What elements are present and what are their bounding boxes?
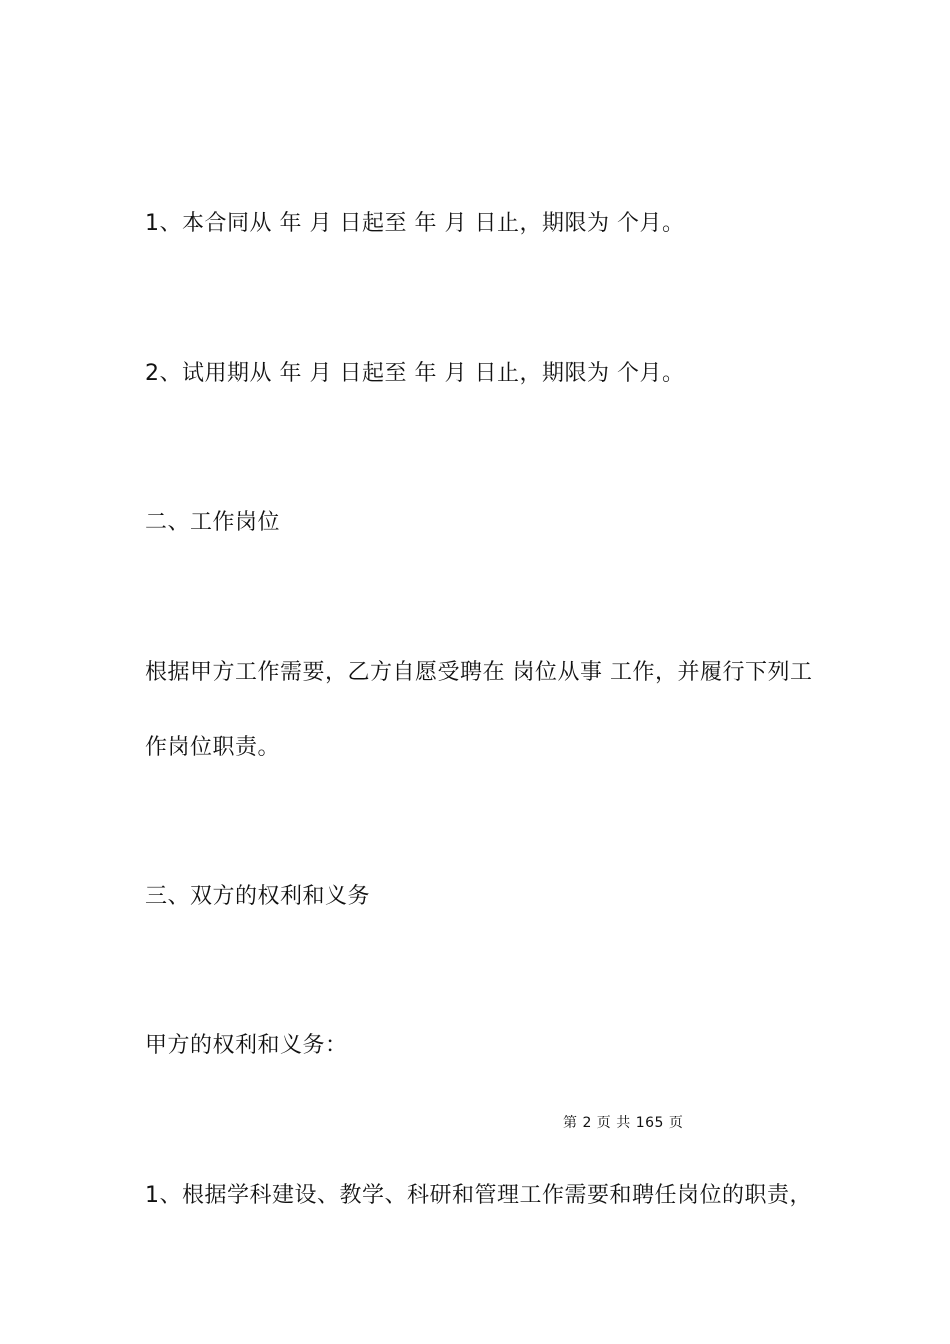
- probation-term-line: 2、试用期从 年 月 日起至 年 月 日止，期限为 个月。: [145, 361, 685, 386]
- section-heading-job-position: 二、工作岗位: [145, 510, 281, 535]
- paragraph-line: 根据甲方工作需要，乙方自愿受聘在 岗位从事 工作，并履行下列工: [145, 660, 813, 685]
- subheading-party-a: 甲方的权利和义务：: [145, 1033, 348, 1058]
- page-number-footer: 第 2 页 共 165 页: [563, 1115, 684, 1131]
- contract-term-line: 1、本合同从 年 月 日起至 年 月 日止，期限为 个月。: [145, 211, 685, 236]
- list-item-line: 1、根据学科建设、教学、科研和管理工作需要和聘任岗位的职责，: [145, 1183, 812, 1208]
- section-heading-rights-obligations: 三、双方的权利和义务: [145, 884, 371, 909]
- paragraph-line: 作岗位职责。: [145, 735, 281, 760]
